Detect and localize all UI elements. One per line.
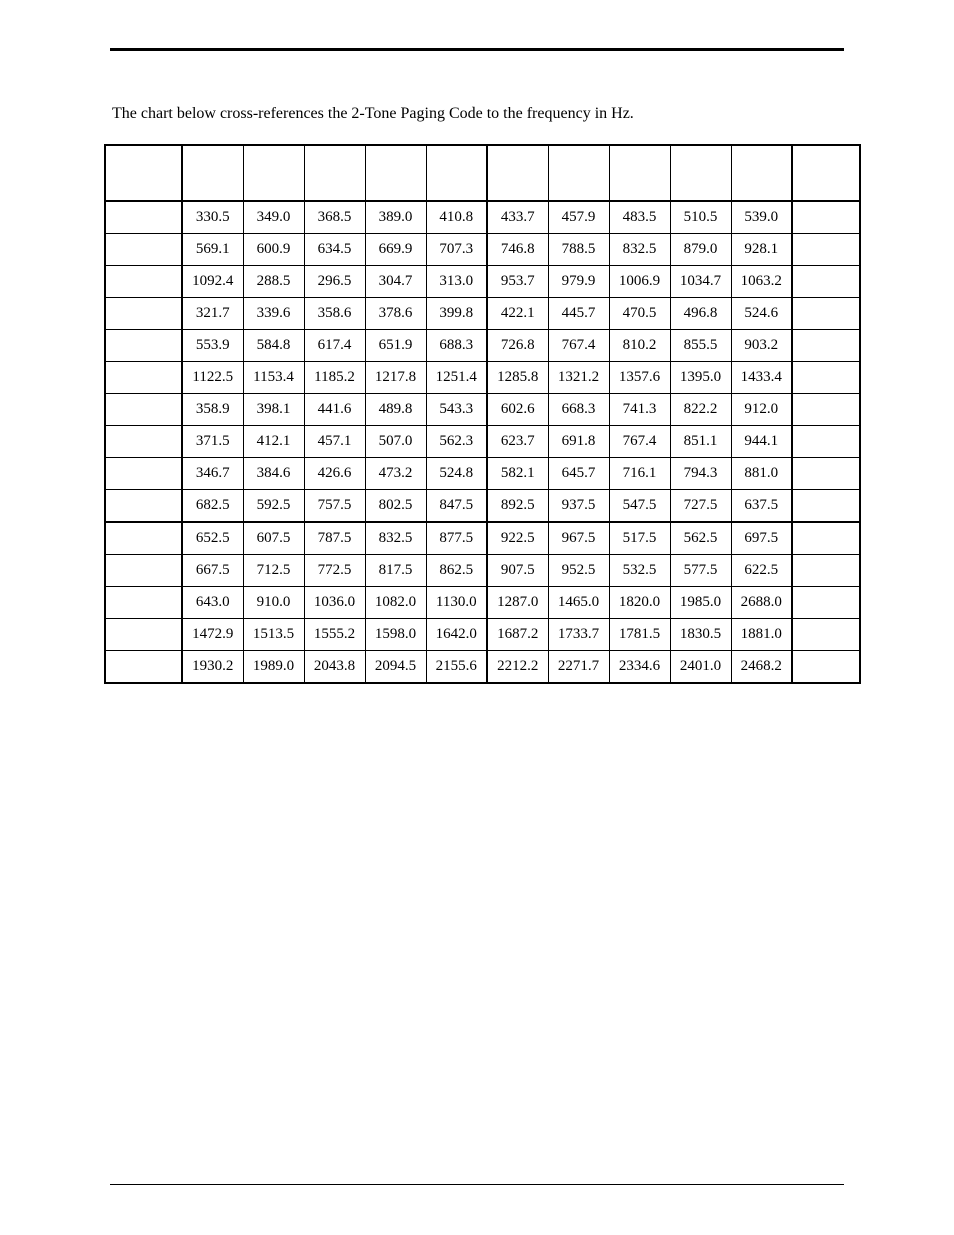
frequency-cell: 1034.7 [670, 266, 731, 298]
frequency-cell: 384.6 [243, 458, 304, 490]
frequency-cell: 1687.2 [487, 619, 548, 651]
frequency-cell: 489.8 [365, 394, 426, 426]
frequency-cell: 810.2 [609, 330, 670, 362]
frequency-cell: 822.2 [670, 394, 731, 426]
frequency-cell: 1357.6 [609, 362, 670, 394]
frequency-cell: 371.5 [182, 426, 243, 458]
frequency-cell: 967.5 [548, 522, 609, 555]
frequency-cell: 652.5 [182, 522, 243, 555]
frequency-cell: 433.7 [487, 201, 548, 234]
trailing-cell [792, 201, 860, 234]
table-row [105, 201, 860, 234]
frequency-cell: 767.4 [609, 426, 670, 458]
frequency-cell: 304.7 [365, 266, 426, 298]
table-row [105, 394, 860, 426]
row-label-cell [105, 587, 182, 619]
table-row [105, 330, 860, 362]
frequency-cell: 617.4 [304, 330, 365, 362]
frequency-cell: 688.3 [426, 330, 487, 362]
frequency-cell: 584.8 [243, 330, 304, 362]
frequency-cell: 746.8 [487, 234, 548, 266]
frequency-cell: 716.1 [609, 458, 670, 490]
frequency-cell: 412.1 [243, 426, 304, 458]
frequency-cell: 832.5 [365, 522, 426, 555]
frequency-cell: 727.5 [670, 490, 731, 523]
frequency-cell: 767.4 [548, 330, 609, 362]
frequency-cell: 1472.9 [182, 619, 243, 651]
table-row [105, 362, 860, 394]
frequency-cell: 667.5 [182, 555, 243, 587]
row-label-cell [105, 298, 182, 330]
frequency-cell: 547.5 [609, 490, 670, 523]
trailing-cell [792, 362, 860, 394]
trailing-cell [792, 522, 860, 555]
frequency-cell: 339.6 [243, 298, 304, 330]
row-label-cell [105, 458, 182, 490]
frequency-cell: 2212.2 [487, 651, 548, 684]
frequency-cell: 712.5 [243, 555, 304, 587]
frequency-cell: 1642.0 [426, 619, 487, 651]
trailing-cell [792, 555, 860, 587]
frequency-cell: 788.5 [548, 234, 609, 266]
frequency-cell: 321.7 [182, 298, 243, 330]
table-row [105, 555, 860, 587]
frequency-cell: 1465.0 [548, 587, 609, 619]
frequency-cell: 510.5 [670, 201, 731, 234]
frequency-cell: 2688.0 [731, 587, 792, 619]
frequency-cell: 1153.4 [243, 362, 304, 394]
frequency-cell: 682.5 [182, 490, 243, 523]
frequency-cell: 623.7 [487, 426, 548, 458]
frequency-cell: 643.0 [182, 587, 243, 619]
frequency-cell: 637.5 [731, 490, 792, 523]
frequency-cell: 582.1 [487, 458, 548, 490]
header-cell [105, 145, 182, 201]
frequency-cell: 1036.0 [304, 587, 365, 619]
trailing-cell [792, 266, 860, 298]
frequency-cell: 1063.2 [731, 266, 792, 298]
frequency-cell: 910.0 [243, 587, 304, 619]
trailing-cell [792, 587, 860, 619]
frequency-cell: 1217.8 [365, 362, 426, 394]
frequency-cell: 1395.0 [670, 362, 731, 394]
frequency-cell: 349.0 [243, 201, 304, 234]
frequency-cell: 877.5 [426, 522, 487, 555]
header-rule [110, 48, 844, 51]
frequency-cell: 691.8 [548, 426, 609, 458]
frequency-cell: 1082.0 [365, 587, 426, 619]
frequency-cell: 862.5 [426, 555, 487, 587]
frequency-cell: 851.1 [670, 426, 731, 458]
frequency-cell: 1820.0 [609, 587, 670, 619]
frequency-cell: 1287.0 [487, 587, 548, 619]
row-label-cell [105, 234, 182, 266]
frequency-cell: 457.1 [304, 426, 365, 458]
trailing-cell [792, 458, 860, 490]
frequency-cell: 2043.8 [304, 651, 365, 684]
frequency-cell: 524.8 [426, 458, 487, 490]
header-cell [670, 145, 731, 201]
frequency-cell: 422.1 [487, 298, 548, 330]
row-label-cell [105, 651, 182, 684]
frequency-cell: 358.9 [182, 394, 243, 426]
header-cell [792, 145, 860, 201]
frequency-cell: 496.8 [670, 298, 731, 330]
frequency-cell: 1733.7 [548, 619, 609, 651]
frequency-cell: 1130.0 [426, 587, 487, 619]
frequency-cell: 881.0 [731, 458, 792, 490]
frequency-cell: 473.2 [365, 458, 426, 490]
row-label-cell [105, 330, 182, 362]
frequency-cell: 1830.5 [670, 619, 731, 651]
trailing-cell [792, 651, 860, 684]
frequency-cell: 912.0 [731, 394, 792, 426]
frequency-cell: 787.5 [304, 522, 365, 555]
frequency-cell: 907.5 [487, 555, 548, 587]
frequency-cell: 757.5 [304, 490, 365, 523]
table-header-row [105, 145, 860, 201]
frequency-cell: 470.5 [609, 298, 670, 330]
frequency-cell: 772.5 [304, 555, 365, 587]
frequency-cell: 1985.0 [670, 587, 731, 619]
header-cell [731, 145, 792, 201]
frequency-cell: 2094.5 [365, 651, 426, 684]
row-label-cell [105, 362, 182, 394]
footer-rule [110, 1184, 844, 1185]
frequency-cell: 399.8 [426, 298, 487, 330]
frequency-cell: 2334.6 [609, 651, 670, 684]
table-row [105, 298, 860, 330]
frequency-cell: 507.0 [365, 426, 426, 458]
header-cell [548, 145, 609, 201]
frequency-cell: 944.1 [731, 426, 792, 458]
row-label-cell [105, 426, 182, 458]
frequency-cell: 669.9 [365, 234, 426, 266]
frequency-cell: 378.6 [365, 298, 426, 330]
frequency-cell: 1321.2 [548, 362, 609, 394]
frequency-cell: 1513.5 [243, 619, 304, 651]
trailing-cell [792, 234, 860, 266]
table-row [105, 522, 860, 555]
header-cell [365, 145, 426, 201]
frequency-cell: 543.3 [426, 394, 487, 426]
frequency-cell: 607.5 [243, 522, 304, 555]
frequency-cell: 707.3 [426, 234, 487, 266]
table-row [105, 234, 860, 266]
row-label-cell [105, 619, 182, 651]
frequency-cell: 426.6 [304, 458, 365, 490]
frequency-cell: 1989.0 [243, 651, 304, 684]
trailing-cell [792, 394, 860, 426]
intro-text: The chart below cross-references the 2-Tone Paging Code to the frequency in Hz. [112, 105, 634, 122]
table-row [105, 426, 860, 458]
frequency-cell: 741.3 [609, 394, 670, 426]
frequency-cell: 602.6 [487, 394, 548, 426]
header-cell [487, 145, 548, 201]
frequency-cell: 600.9 [243, 234, 304, 266]
frequency-cell: 296.5 [304, 266, 365, 298]
frequency-cell: 817.5 [365, 555, 426, 587]
frequency-cell: 651.9 [365, 330, 426, 362]
trailing-cell [792, 490, 860, 523]
frequency-cell: 953.7 [487, 266, 548, 298]
frequency-cell: 313.0 [426, 266, 487, 298]
row-label-cell [105, 201, 182, 234]
frequency-cell: 1185.2 [304, 362, 365, 394]
frequency-cell: 2271.7 [548, 651, 609, 684]
table-row [105, 587, 860, 619]
frequency-cell: 539.0 [731, 201, 792, 234]
header-cell [304, 145, 365, 201]
frequency-cell: 2468.2 [731, 651, 792, 684]
row-label-cell [105, 555, 182, 587]
frequency-cell: 1251.4 [426, 362, 487, 394]
frequency-cell: 398.1 [243, 394, 304, 426]
frequency-table-container [104, 144, 861, 684]
frequency-cell: 855.5 [670, 330, 731, 362]
frequency-cell: 2401.0 [670, 651, 731, 684]
frequency-cell: 553.9 [182, 330, 243, 362]
frequency-cell: 937.5 [548, 490, 609, 523]
row-label-cell [105, 394, 182, 426]
frequency-cell: 1092.4 [182, 266, 243, 298]
frequency-cell: 726.8 [487, 330, 548, 362]
frequency-cell: 1285.8 [487, 362, 548, 394]
row-label-cell [105, 266, 182, 298]
frequency-cell: 2155.6 [426, 651, 487, 684]
row-label-cell [105, 490, 182, 523]
table-row [105, 651, 860, 684]
trailing-cell [792, 330, 860, 362]
frequency-cell: 668.3 [548, 394, 609, 426]
frequency-cell: 389.0 [365, 201, 426, 234]
frequency-cell: 1006.9 [609, 266, 670, 298]
table-row [105, 458, 860, 490]
frequency-cell: 330.5 [182, 201, 243, 234]
frequency-cell: 562.5 [670, 522, 731, 555]
table-body [105, 201, 860, 683]
trailing-cell [792, 619, 860, 651]
frequency-cell: 697.5 [731, 522, 792, 555]
frequency-cell: 532.5 [609, 555, 670, 587]
frequency-cell: 1598.0 [365, 619, 426, 651]
frequency-cell: 483.5 [609, 201, 670, 234]
frequency-cell: 524.6 [731, 298, 792, 330]
frequency-cell: 577.5 [670, 555, 731, 587]
frequency-cell: 952.5 [548, 555, 609, 587]
frequency-table [104, 144, 861, 684]
header-cell [426, 145, 487, 201]
frequency-cell: 592.5 [243, 490, 304, 523]
frequency-cell: 847.5 [426, 490, 487, 523]
frequency-cell: 1881.0 [731, 619, 792, 651]
table-row [105, 619, 860, 651]
frequency-cell: 445.7 [548, 298, 609, 330]
frequency-cell: 368.5 [304, 201, 365, 234]
frequency-cell: 892.5 [487, 490, 548, 523]
trailing-cell [792, 426, 860, 458]
frequency-cell: 832.5 [609, 234, 670, 266]
frequency-cell: 645.7 [548, 458, 609, 490]
header-cell [609, 145, 670, 201]
frequency-cell: 634.5 [304, 234, 365, 266]
frequency-cell: 794.3 [670, 458, 731, 490]
header-cell [182, 145, 243, 201]
frequency-cell: 562.3 [426, 426, 487, 458]
frequency-cell: 1555.2 [304, 619, 365, 651]
frequency-cell: 410.8 [426, 201, 487, 234]
frequency-cell: 346.7 [182, 458, 243, 490]
frequency-cell: 903.2 [731, 330, 792, 362]
frequency-cell: 928.1 [731, 234, 792, 266]
table-row [105, 266, 860, 298]
frequency-cell: 457.9 [548, 201, 609, 234]
table-row [105, 490, 860, 523]
frequency-cell: 441.6 [304, 394, 365, 426]
frequency-cell: 979.9 [548, 266, 609, 298]
frequency-cell: 802.5 [365, 490, 426, 523]
frequency-cell: 569.1 [182, 234, 243, 266]
frequency-cell: 358.6 [304, 298, 365, 330]
row-label-cell [105, 522, 182, 555]
trailing-cell [792, 298, 860, 330]
frequency-cell: 288.5 [243, 266, 304, 298]
frequency-cell: 1433.4 [731, 362, 792, 394]
header-cell [243, 145, 304, 201]
frequency-cell: 1781.5 [609, 619, 670, 651]
frequency-cell: 622.5 [731, 555, 792, 587]
frequency-cell: 879.0 [670, 234, 731, 266]
frequency-cell: 1930.2 [182, 651, 243, 684]
frequency-cell: 1122.5 [182, 362, 243, 394]
frequency-cell: 922.5 [487, 522, 548, 555]
frequency-cell: 517.5 [609, 522, 670, 555]
